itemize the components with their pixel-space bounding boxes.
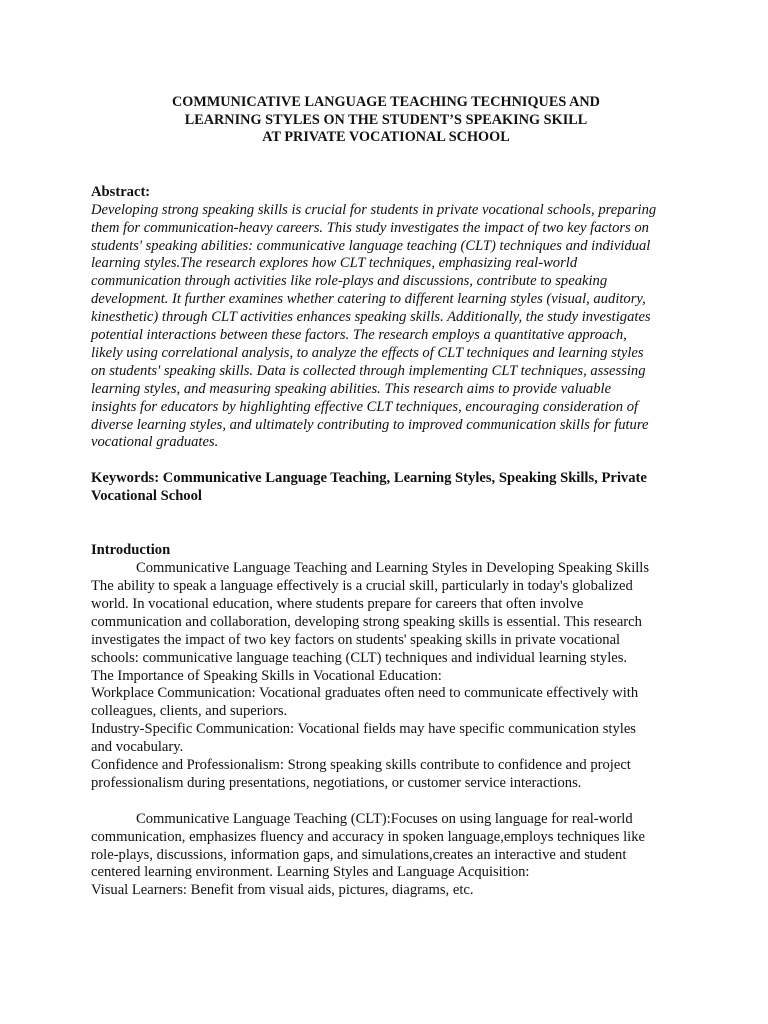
intro-line: world. In vocational education, where students prepare for careers that often involve: [91, 595, 584, 612]
keywords-line: Vocational School: [91, 488, 202, 505]
abstract-line: potential interactions between these factors. The research employs a quantitative approach,: [91, 327, 627, 344]
intro-line: Industry-Specific Communication: Vocational fields may have specific communication styles: [91, 721, 636, 738]
intro-line: The ability to speak a language effectively is a crucial skill, particularly in today's globalized: [91, 578, 633, 594]
intro-line: Confidence and Professionalism: Strong speaking skills contribute to confidence and project: [91, 757, 631, 774]
abstract-line: insights for educators by highlighting effective CLT techniques, encouraging consideration of: [91, 398, 639, 415]
abstract-line: diverse learning styles, and ultimately contributing to improved communication skills for future: [91, 416, 649, 433]
abstract-line: students' speaking abilities: communicative language teaching (CLT) techniques and individual: [91, 237, 651, 254]
title-line: LEARNING STYLES ON THE STUDENT’S SPEAKING SKILL: [184, 111, 588, 128]
abstract-line: on students' speaking skills. Data is collected through implementing CLT techniques, assessing: [91, 362, 646, 379]
intro-line: schools: communicative language teaching (CLT) techniques and individual learning styles.: [91, 649, 628, 666]
abstract-line: kinesthetic) through CLT activities enhances speaking skills. Additionally, the study investigates: [91, 309, 651, 326]
intro-line: colleagues, clients, and superiors.: [91, 703, 288, 720]
abstract-line: learning styles.The research explores how CLT techniques, emphasizing real-world: [91, 255, 578, 272]
intro-line: communication, emphasizes fluency and accuracy in spoken language,employs techniques like: [91, 828, 645, 845]
abstract-text: [91, 202, 681, 453]
intro-line: and vocabulary.: [91, 739, 184, 756]
keywords: [91, 470, 681, 506]
abstract-heading: Abstract:: [91, 183, 151, 200]
introduction-paragraph-1: [91, 560, 681, 793]
abstract-line: learning styles, and measuring speaking abilities. This research aims to provide valuable: [91, 380, 612, 397]
intro-line: investigates the impact of two key factors on students' speaking skills in private vocational: [91, 631, 621, 648]
intro-line: role-plays, discussions, information gaps, and simulations,creates an interactive and student: [91, 846, 627, 863]
intro-line: Visual Learners: Benefit from visual aids, pictures, diagrams, etc.: [91, 882, 474, 899]
keywords-line: Keywords: Communicative Language Teaching, Learning Styles, Speaking Skills, Private: [91, 470, 647, 487]
abstract-line: Developing strong speaking skills is crucial for students in private vocational schools, preparing: [91, 201, 657, 218]
paper-body: [91, 94, 681, 900]
intro-line: professionalism during presentations, negotiations, or customer service interactions.: [91, 774, 582, 791]
intro-line: Workplace Communication: Vocational graduates often need to communicate effectively with: [91, 685, 639, 702]
abstract-line: communication through activities like role-plays and discussions, contribute to speaking: [91, 273, 608, 290]
intro-line: communication and collaboration, developing strong speaking skills is essential. This research: [91, 613, 642, 630]
paper-title: [91, 94, 681, 147]
introduction-paragraph-2: [91, 811, 681, 901]
abstract-line: development. It further examines whether catering to different learning styles (visual, auditory,: [91, 291, 646, 308]
intro-line: centered learning environment. Learning Styles and Language Acquisition:: [91, 864, 530, 881]
abstract-line: likely using correlational analysis, to analyze the effects of CLT techniques and learning styles: [91, 344, 644, 361]
title-line: COMMUNICATIVE LANGUAGE TEACHING TECHNIQUES AND: [172, 94, 600, 110]
intro-line: The Importance of Speaking Skills in Vocational Education:: [91, 667, 442, 684]
introduction-heading: Introduction: [91, 542, 171, 559]
abstract-line: them for communication-heavy careers. This study investigates the impact of two key factors on: [91, 219, 649, 236]
title-line: AT PRIVATE VOCATIONAL SCHOOL: [262, 129, 510, 146]
abstract-line: vocational graduates.: [91, 434, 219, 451]
intro-line: Communicative Language Teaching (CLT):Focuses on using language for real-world: [136, 810, 633, 827]
intro-subheading: Communicative Language Teaching and Learning Styles in Developing Speaking Skills: [136, 560, 650, 577]
